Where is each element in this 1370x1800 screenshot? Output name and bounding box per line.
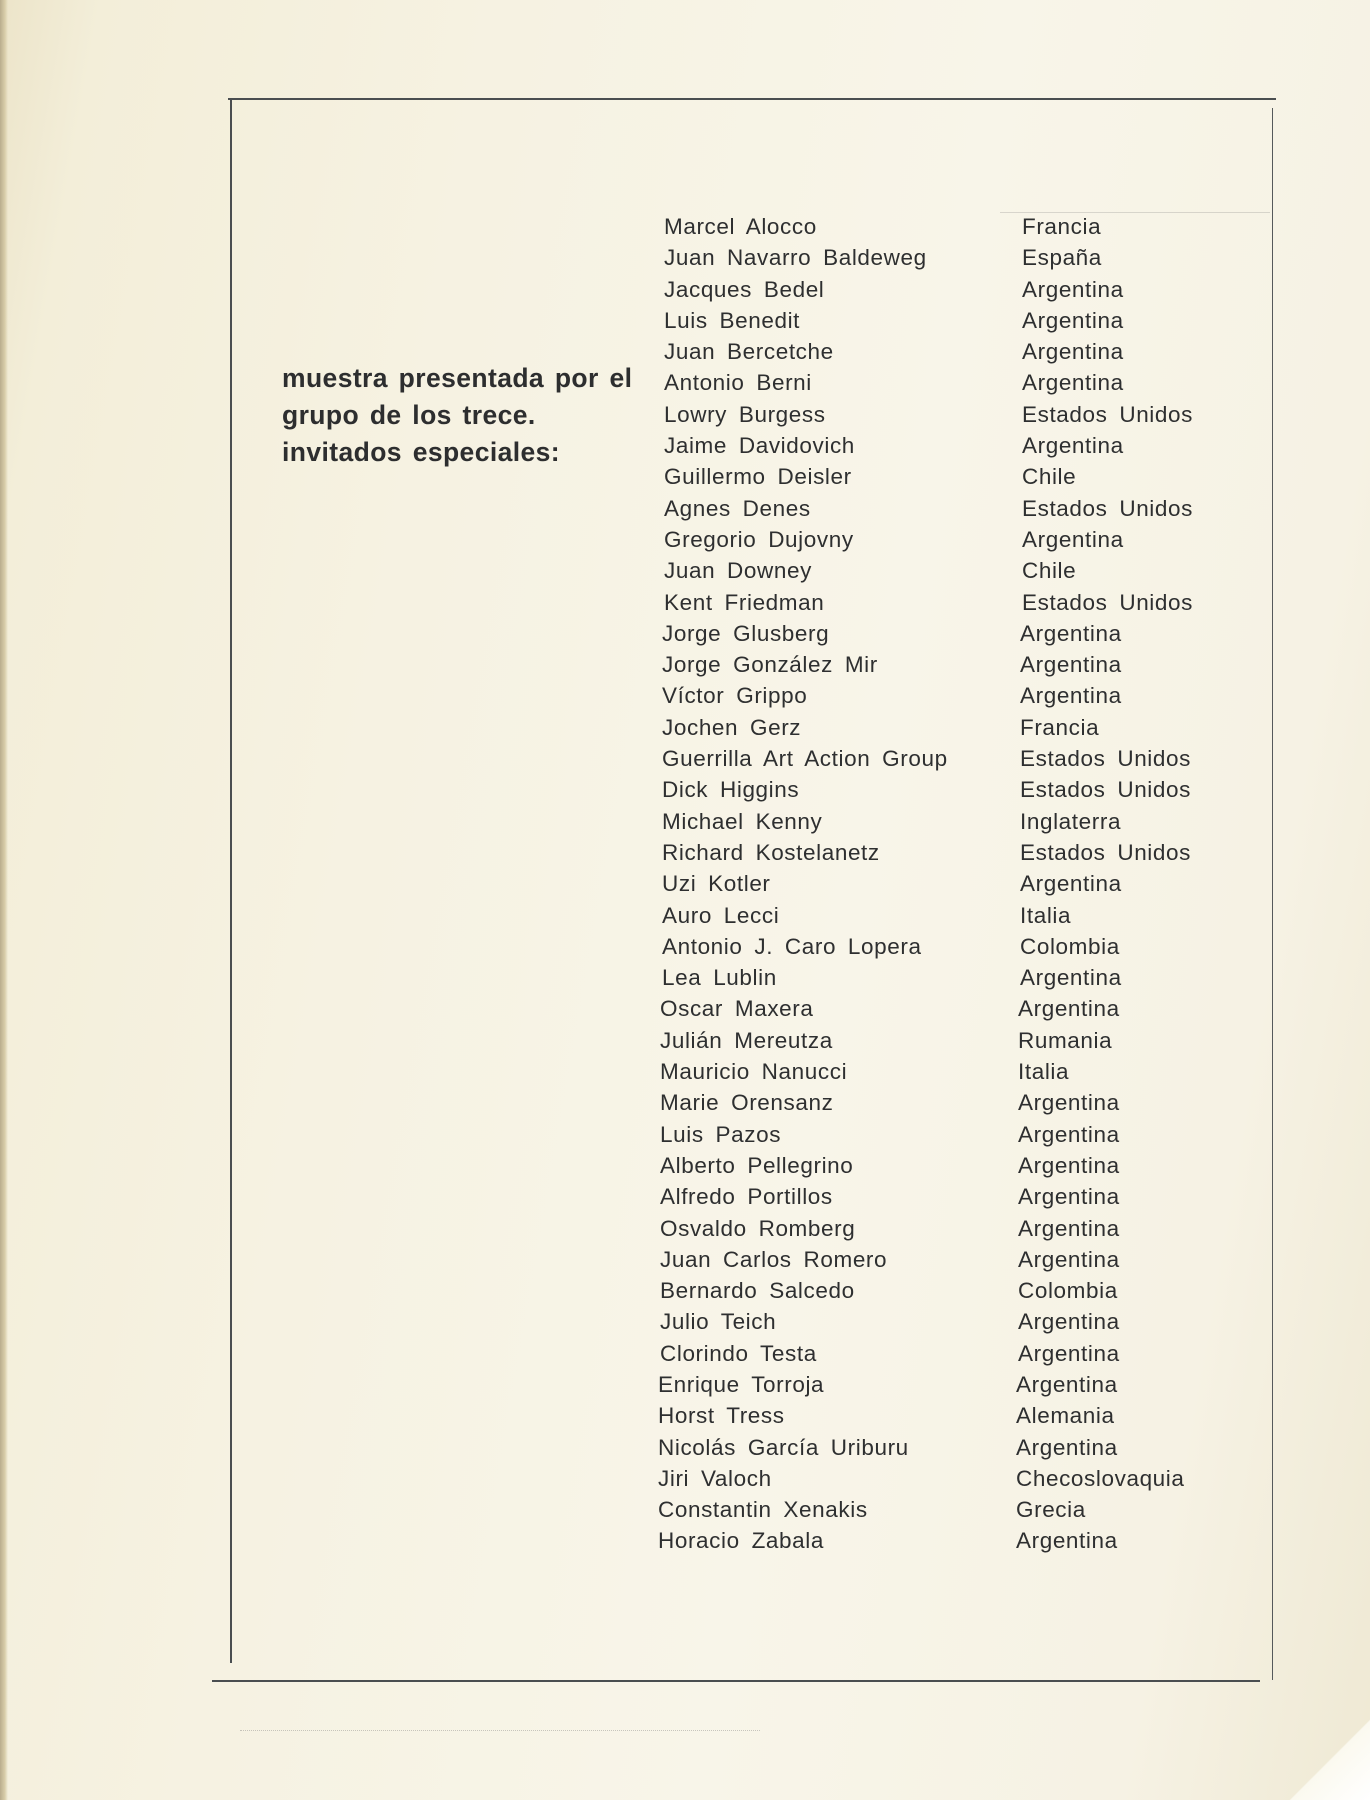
artist-country: Argentina — [1020, 683, 1122, 709]
artist-country: Argentina — [1018, 1090, 1120, 1116]
artist-name: Kent Friedman — [664, 589, 825, 615]
artist-name: Clorindo Testa — [660, 1340, 817, 1366]
artist-name: Michael Kenny — [662, 808, 823, 834]
artist-country: Argentina — [1018, 1215, 1120, 1241]
artist-country: Argentina — [1016, 1371, 1118, 1397]
artist-names-column — [658, 211, 994, 1557]
artist-countries-column — [1016, 211, 1262, 1557]
artist-country: Argentina — [1022, 526, 1124, 552]
artist-name: Richard Kostelanetz — [662, 839, 880, 865]
artist-name: Guillermo Deisler — [664, 464, 852, 490]
artist-name: Marie Orensanz — [660, 1090, 834, 1116]
artist-name: Jacques Bedel — [664, 276, 825, 302]
artist-name: Osvaldo Romberg — [660, 1215, 856, 1241]
artist-name: Lowry Burgess — [664, 401, 826, 427]
artist-country: Estados Unidos — [1020, 746, 1191, 772]
artist-name: Jorge González Mir — [662, 652, 878, 678]
artist-country: Estados Unidos — [1022, 495, 1193, 521]
artist-country: Argentina — [1016, 1528, 1118, 1554]
frame-right-rule — [1272, 108, 1273, 1680]
page-binding-edge — [0, 0, 8, 1800]
artist-name: Enrique Torroja — [658, 1371, 825, 1397]
artist-country: Argentina — [1022, 307, 1124, 333]
heading-line: invitados especiales: — [282, 437, 560, 467]
artist-name: Julián Mereutza — [660, 1027, 833, 1053]
heading-line: muestra presentada por el — [282, 363, 633, 393]
artist-country: España — [1022, 245, 1102, 271]
artist-country: Argentina — [1022, 370, 1124, 396]
artist-name: Víctor Grippo — [662, 683, 808, 709]
artist-name: Juan Downey — [664, 558, 812, 584]
artist-country: Colombia — [1020, 933, 1120, 959]
artist-country: Rumania — [1018, 1027, 1113, 1053]
artist-country: Argentina — [1018, 1121, 1120, 1147]
artist-name: Antonio J. Caro Lopera — [662, 933, 922, 959]
artist-name: Marcel Alocco — [664, 214, 817, 239]
artist-country: Estados Unidos — [1020, 839, 1191, 865]
artist-name: Jiri Valoch — [658, 1465, 772, 1491]
artist-country: Argentina — [1016, 1434, 1118, 1460]
artist-country: Argentina — [1020, 871, 1122, 897]
artist-name: Horst Tress — [658, 1403, 785, 1429]
artist-name: Jaime Davidovich — [664, 433, 855, 459]
artist-name: Luis Benedit — [664, 307, 801, 333]
artist-name: Constantin Xenakis — [658, 1497, 868, 1523]
artist-country: Argentina — [1022, 339, 1124, 365]
artist-country: Alemania — [1016, 1403, 1115, 1429]
artist-name: Uzi Kotler — [662, 871, 771, 897]
artist-name: Juan Navarro Baldeweg — [664, 245, 927, 271]
artist-name: Horacio Zabala — [658, 1528, 824, 1554]
artist-country: Argentina — [1018, 1246, 1120, 1272]
artist-name: Lea Lublin — [662, 965, 777, 991]
artist-country: Estados Unidos — [1020, 777, 1191, 803]
artist-country: Estados Unidos — [1022, 589, 1193, 615]
artist-country: Argentina — [1018, 1152, 1120, 1178]
artist-name: Alfredo Portillos — [660, 1184, 833, 1210]
artist-country: Chile — [1022, 558, 1077, 584]
artist-country: Grecia — [1016, 1497, 1086, 1523]
artist-country: Argentina — [1018, 1340, 1120, 1366]
artist-name: Julio Teich — [660, 1309, 777, 1335]
artist-country: Argentina — [1020, 965, 1122, 991]
heading-line: grupo de los trece. — [282, 400, 536, 430]
artist-name: Antonio Berni — [664, 370, 812, 396]
artist-country: Argentina — [1018, 1184, 1120, 1210]
artist-country: Argentina — [1018, 1309, 1120, 1335]
artist-name: Jochen Gerz — [662, 714, 802, 740]
frame-bottom-rule — [212, 1680, 1260, 1682]
artist-country: Argentina — [1020, 652, 1122, 678]
artist-country: Argentina — [1022, 276, 1124, 302]
frame-left-rule — [230, 100, 232, 1663]
artist-name: Alberto Pellegrino — [660, 1152, 854, 1178]
artist-country: Chile — [1022, 464, 1077, 490]
artist-country: Argentina — [1022, 433, 1124, 459]
artist-name: Nicolás García Uriburu — [658, 1434, 909, 1460]
artist-country: Italia — [1020, 902, 1072, 928]
faint-bleed-dots — [240, 1730, 760, 1732]
page-corner-curl — [1280, 1710, 1370, 1800]
artist-name: Luis Pazos — [660, 1121, 782, 1147]
artist-name: Juan Bercetche — [664, 339, 834, 365]
artist-name: Juan Carlos Romero — [660, 1246, 888, 1272]
artist-name: Oscar Maxera — [660, 996, 814, 1022]
artist-name: Auro Lecci — [662, 902, 780, 928]
artist-name: Mauricio Nanucci — [660, 1059, 848, 1085]
artist-name: Gregorio Dujovny — [664, 526, 854, 552]
artist-name: Guerrilla Art Action Group — [662, 746, 948, 772]
artist-name: Agnes Denes — [664, 495, 811, 521]
frame-top-rule — [228, 98, 1276, 100]
artist-name: Dick Higgins — [662, 777, 800, 803]
artist-country: Estados Unidos — [1022, 401, 1193, 427]
artist-name: Jorge Glusberg — [662, 620, 830, 646]
artist-country: Francia — [1022, 214, 1102, 239]
artist-country: Checoslovaquia — [1016, 1465, 1185, 1491]
artist-country: Francia — [1020, 714, 1100, 740]
artist-country: Inglaterra — [1020, 808, 1122, 834]
artist-country: Argentina — [1018, 996, 1120, 1022]
artist-name: Bernardo Salcedo — [660, 1278, 855, 1304]
artist-country: Colombia — [1018, 1278, 1118, 1304]
artist-country: Italia — [1018, 1059, 1070, 1085]
exhibition-heading — [282, 360, 662, 471]
artist-country: Argentina — [1020, 620, 1122, 646]
